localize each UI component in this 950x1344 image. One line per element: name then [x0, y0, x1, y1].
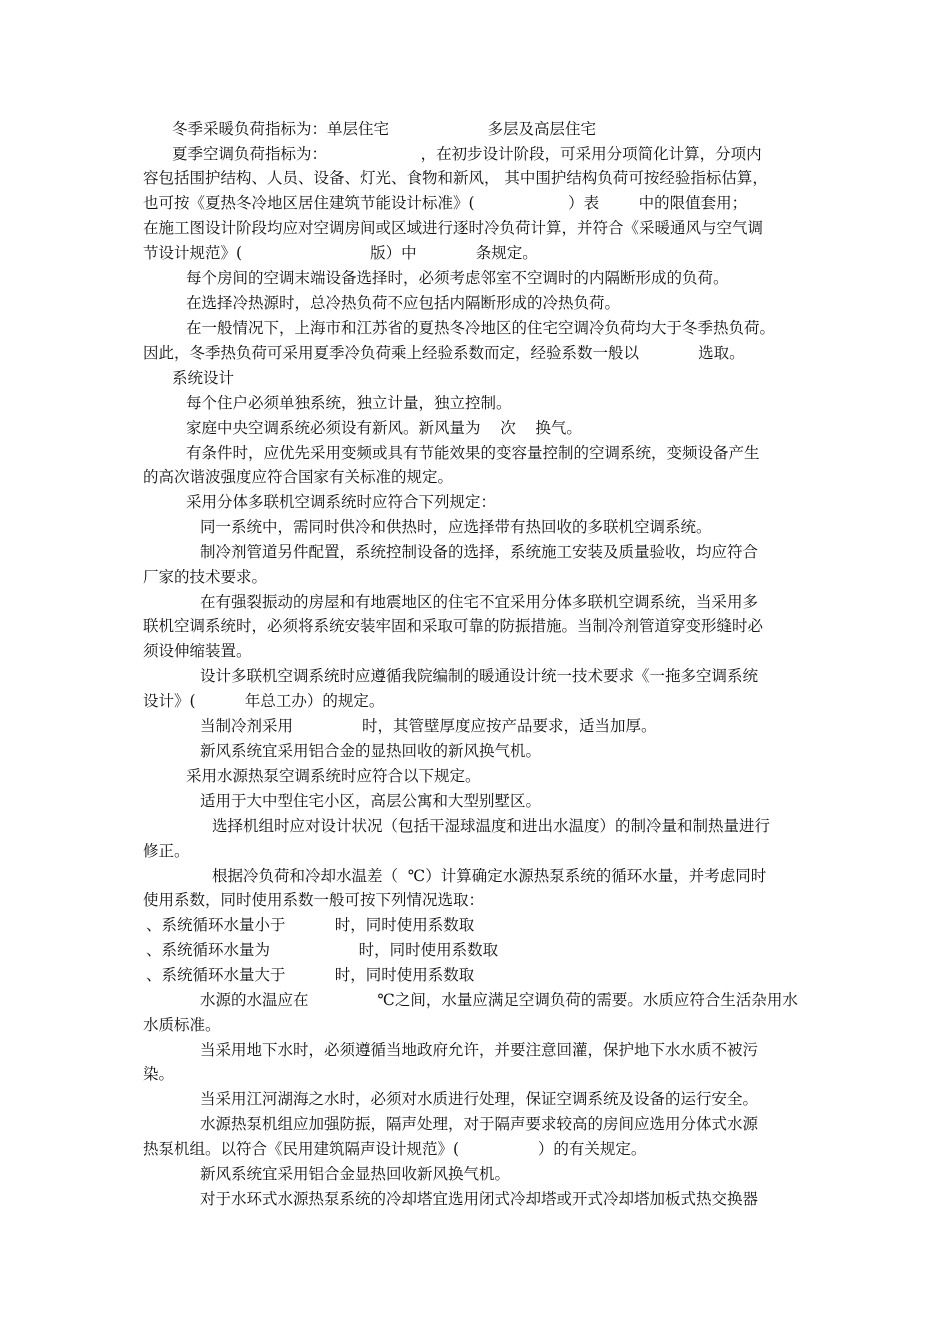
paragraph-line: 制冷剂管道另件配置，系统控制设备的选择，系统施工安装及质量验收，均应符合 [200, 543, 759, 561]
paragraph-line: 因此，冬季热负荷可采用夏季冷负荷乘上经验系数而定，经验系数一般以 选取。 [143, 344, 745, 362]
paragraph-line: 在选择冷热源时，总冷热负荷不应包括内隔断形成的冷热负荷。 [186, 294, 621, 312]
paragraph-line: 适用于大中型住宅小区，高层公寓和大型别墅区。 [200, 792, 542, 810]
paragraph-line: 的高次谐波强度应符合国家有关标准的规定。 [143, 468, 454, 486]
paragraph-line: 冬季采暖负荷指标为：单层住宅 多层及高层住宅 [172, 120, 597, 138]
paragraph-line: 采用分体多联机空调系统时应符合下列规定： [186, 493, 497, 511]
paragraph-line: 当采用地下水时，必须遵循当地政府允许，并要注意回灌，保护地下水水质不被污 [200, 1041, 759, 1059]
paragraph-line: 夏季空调负荷指标为： ，在初步设计阶段，可采用分项简化计算，分项内 [172, 145, 762, 163]
paragraph-line: 染。 [143, 1065, 175, 1083]
paragraph-line: 选择机组时应对设计状况（包括干湿球温度和进出水温度）的制冷量和制热量进行 [212, 817, 771, 835]
paragraph-line: 水质标准。 [143, 1016, 221, 1034]
paragraph-line: 当制冷剂采用 时，其管壁厚度应按产品要求，适当加厚。 [200, 717, 657, 735]
paragraph-line: 修正。 [143, 842, 190, 860]
paragraph-line: 设计多联机空调系统时应遵循我院编制的暖通设计统一技术要求《一拖多空调系统 [200, 667, 759, 685]
paragraph-line: 联机空调系统时，必须将系统安装牢固和采取可靠的防振措施。当制冷剂管道穿变形缝时必 [143, 617, 764, 635]
paragraph-line: 在有强裂振动的房屋和有地震地区的住宅不宜采用分体多联机空调系统，当采用多 [200, 593, 759, 611]
paragraph-line: 新风系统宜采用铝合金显热回收新风换气机。 [200, 1165, 511, 1183]
paragraph-line: 当采用江河湖海之水时，必须对水质进行处理，保证空调系统及设备的运行安全。 [200, 1090, 759, 1108]
paragraph-line: 根据冷负荷和冷却水温差（ ℃）计算确定水源热泵系统的循环水量，并考虑同时 [212, 867, 767, 885]
paragraph-line: 厂家的技术要求。 [143, 568, 268, 586]
paragraph-line: 节设计规范》( 版）中 条规定。 [143, 244, 538, 262]
paragraph-line: 水源热泵机组应加强防振，隔声处理，对于隔声要求较高的房间应选用分体式水源 [200, 1115, 759, 1133]
paragraph-line: 有条件时，应优先采用变频或具有节能效果的变容量控制的空调系统，变频设备产生 [186, 444, 760, 462]
paragraph-line: 使用系数，同时使用系数一般可按下列情况选取： [143, 891, 485, 909]
paragraph-line: 在施工图设计阶段均应对空调房间或区域进行逐时冷负荷计算，并符合《采暖通风与空气调 [143, 219, 764, 237]
paragraph-line: 水源的水温应在 ℃之间，水量应满足空调负荷的需要。水质应符合生活杂用水 [200, 991, 798, 1009]
paragraph-line: 、系统循环水量大于 时，同时使用系数取 [146, 966, 475, 984]
paragraph-line: 须设伸缩装置。 [143, 642, 252, 660]
paragraph-line: 同一系统中，需同时供冷和供热时，应选择带有热回收的多联机空调系统。 [200, 518, 712, 536]
paragraph-line: 热泵机组。以符合《民用建筑隔声设计规范》( ）的有关规定。 [143, 1140, 647, 1158]
paragraph-line: 在一般情况下，上海市和江苏省的夏热冬冷地区的住宅空调冷负荷均大于冬季热负荷。 [186, 319, 776, 337]
paragraph-line: 、系统循环水量小于 时，同时使用系数取 [146, 916, 475, 934]
paragraph-line: 新风系统宜采用铝合金的显热回收的新风换气机。 [200, 742, 542, 760]
paragraph-line: 家庭中央空调系统必须设有新风。新风量为 次 换气。 [186, 419, 582, 437]
paragraph-line: 容包括围护结构、人员、设备、灯光、食物和新风， 其中围护结构负荷可按经验指标估算， [143, 169, 768, 187]
paragraph-line: 、系统循环水量为 时，同时使用系数取 [146, 941, 499, 959]
paragraph-line: 每个房间的空调末端设备选择时，必须考虑邻室不空调时的内隔断形成的负荷。 [186, 269, 729, 287]
paragraph-line: 设计》( 年总工办）的规定。 [143, 692, 385, 710]
paragraph-line: 系统设计 [172, 369, 235, 387]
paragraph-line: 对于水环式水源热泵系统的冷却塔宜选用闭式冷却塔或开式冷却塔加板式热交换器 [200, 1190, 759, 1208]
paragraph-line: 每个住户必须单独系统，独立计量，独立控制。 [186, 394, 512, 412]
paragraph-line: 也可按《夏热冬冷地区居住建筑节能设计标准》( ）表 中的限值套用； [143, 194, 748, 212]
paragraph-line: 采用水源热泵空调系统时应符合以下规定。 [186, 767, 481, 785]
